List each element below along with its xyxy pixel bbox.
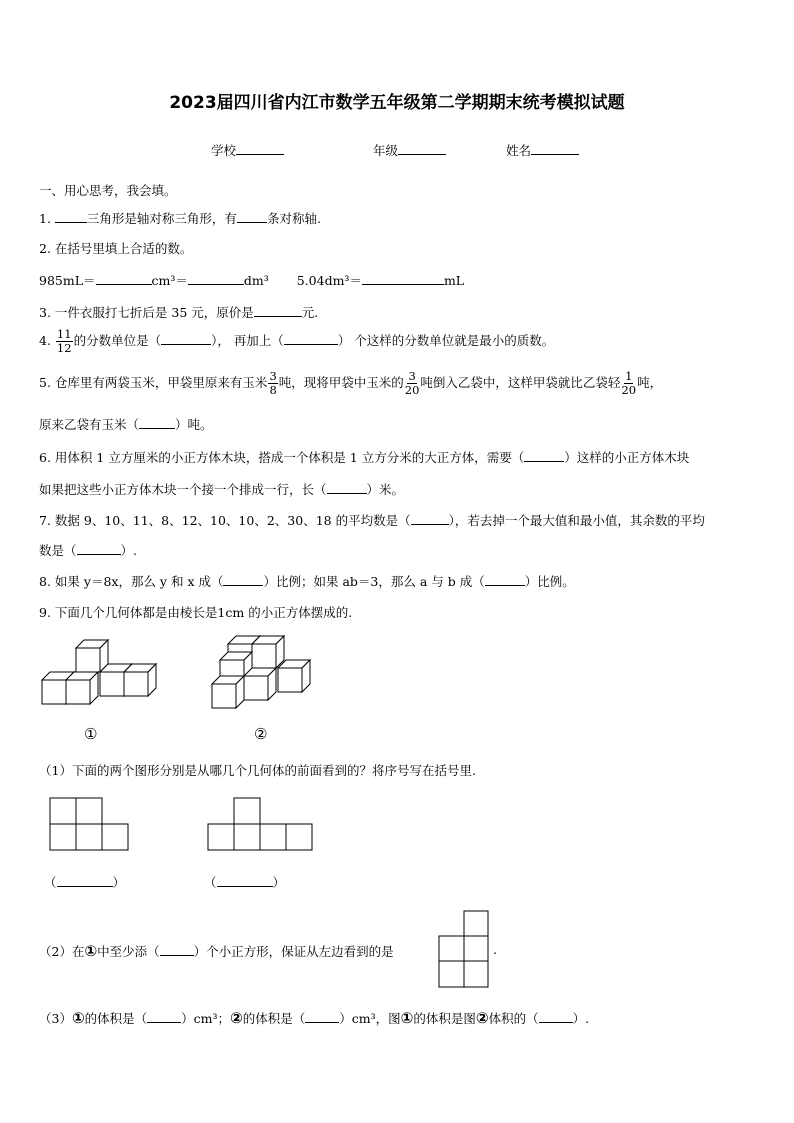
period: . [493,942,497,957]
q4-blank-2[interactable] [284,334,338,345]
question-2: 2. 在括号里填上合适的数。 [39,241,193,256]
q1-blank-2[interactable] [237,212,267,223]
q8-blank-1[interactable] [223,575,263,586]
q9-3-blank-1[interactable] [147,1012,181,1023]
question-9: 9. 下面几个几何体都是由棱长是1cm 的小正方体摆成的. [39,605,353,620]
school-label: 学校 [211,143,237,158]
solid-figure-2 [210,634,350,716]
answer-blank-b[interactable] [217,876,273,887]
question-1: 1. 三角形是轴对称三角形，有 条对称轴. [39,211,321,226]
q2-blank-1[interactable] [96,274,152,285]
question-8: 8. 如果 y＝8x，那么 y 和 x 成（ ）比例；如果 ab＝3，那么 a 与 b 成（ ）比例。 [39,574,575,589]
grade-blank[interactable] [398,144,446,155]
name-label: 姓名 [506,143,532,158]
name-blank[interactable] [531,144,579,155]
q8-blank-2[interactable] [485,575,525,586]
q2-blank-2[interactable] [188,274,244,285]
question-7: 7. 数据 9、10、11、8、12、10、10、2、30、18 的平均数是（ ），若去掉一个最大值和最小值，其余数的平均 [39,513,705,528]
q9-3-blank-2[interactable] [305,1012,339,1023]
q7-blank-1[interactable] [411,514,449,525]
front-view-b [207,797,315,851]
grade-field [373,141,446,159]
q4-blank-1[interactable] [161,334,211,345]
question-7-line-2: 数是（ ）. [39,543,137,558]
question-9-part-2: （2）在①中至少添（ ）个小正方形，保证从左边看到的是 [39,942,394,960]
answer-slot-b: （ ） [204,875,286,890]
question-5-line-2: 原来乙袋有玉米（ ）吨。 [39,417,213,432]
q6-blank-1[interactable] [524,451,564,462]
q9-2-blank[interactable] [160,945,194,956]
school-field [211,141,284,159]
question-9-part-1: （1）下面的两个图形分别是从哪几个几何体的前面看到的？将序号写在括号里. [39,763,476,778]
q1-blank-1[interactable] [55,212,87,223]
q2-blank-3[interactable] [362,274,444,285]
q5-blank[interactable] [139,418,175,429]
answer-blank-a[interactable] [57,876,113,887]
question-5: 5. 仓库里有两袋玉米，甲袋里原来有玉米 $\frac{3}{8}$ 吨，现将甲袋中玉米的 $\frac{3}{20}$ 吨倒入乙袋中，这样甲袋就比乙袋轻 $\frac{1}{20}$ 吨， [39,369,663,397]
fraction-3-8: $\frac{3}{8}$ [269,369,277,397]
q6-blank-2[interactable] [327,483,367,494]
circled-1: ① [84,942,98,960]
school-blank[interactable] [236,144,284,155]
fraction-11-12: $\frac{11}{12}$ [56,327,72,355]
question-9-part-3: （3）①的体积是（ ）cm³；②的体积是（ ）cm³，图①的体积是图②体积的（ ）. [39,1009,590,1027]
figure-2-label: ② [254,725,268,743]
answer-slot-a: （ ） [44,875,126,890]
name-field [506,141,579,159]
question-6: 6. 用体积 1 立方厘米的小正方体木块，搭成一个体积是 1 立方分米的大正方体，需要（ ）这样的小正方体木块 [39,450,690,465]
figure-1-label: ① [84,725,98,743]
page-title: 2023届四川省内江市数学五年级第二学期期末统考模拟试题 [169,93,625,113]
q3-blank[interactable] [254,306,302,317]
q9-3-blank-3[interactable] [539,1012,573,1023]
fraction-1-20: $\frac{1}{20}$ [621,369,637,397]
section-heading: 一、用心思考，我会填。 [39,183,177,198]
solid-figure-1 [40,634,170,714]
question-3: 3. 一件衣服打七折后是 35 元，原价是 元. [39,305,319,320]
grade-label: 年级 [373,143,399,158]
front-view-a [49,797,131,851]
question-2-conversions: 985mL＝ cm³＝ dm³ 5.04dm³＝ mL [39,273,465,288]
q7-blank-2[interactable] [77,544,121,555]
left-view-grid [438,910,490,989]
question-6-line-2: 如果把这些小正方体木块一个接一个排成一行，长（ ）米。 [39,482,405,497]
fraction-3-20: $\frac{3}{20}$ [404,369,420,397]
question-4: 4. $\frac{11}{12}$ 的分数单位是（ ）， 再加上（ ） 个这样的分数单位就是最小的质数。 [39,327,555,355]
